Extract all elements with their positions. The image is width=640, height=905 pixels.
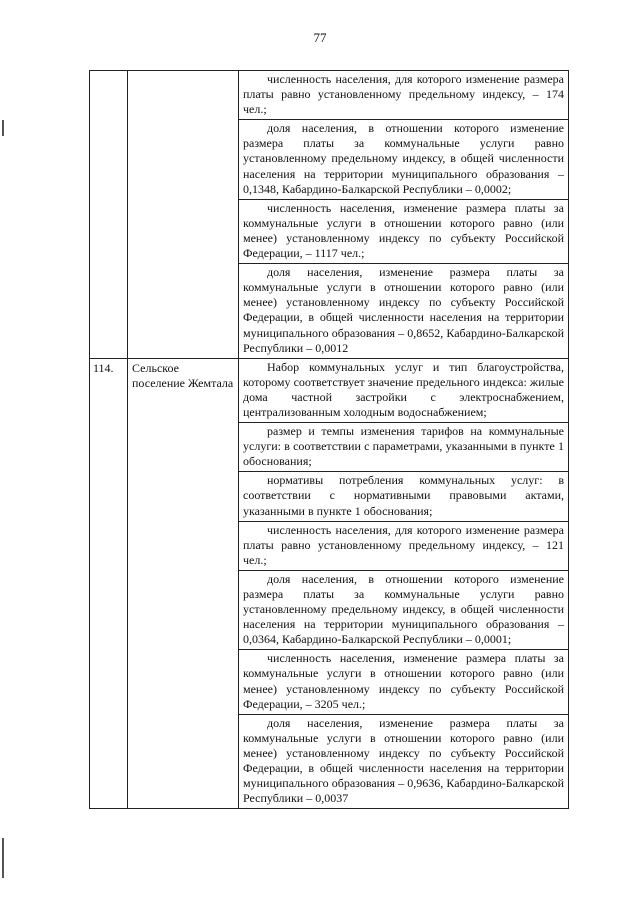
description-paragraph: доля населения, в отношении которого изменение размера платы за коммунальные услуги равно установленному предельному индексу, в общей численности населения на территории муниципального образования – 0,1348, Кабардино-Балкарской Республики – 0,0002; [239, 119, 568, 198]
description-paragraph: размер и темпы изменения тарифов на коммунальные услуги: в соответствии с параметрами, указанными в пункте 1 обоснования; [239, 422, 568, 471]
scan-edge-mark [2, 120, 4, 136]
table-row [90, 71, 569, 359]
row-number: 114. [90, 358, 128, 809]
municipal-index-table [89, 70, 569, 809]
description-paragraph: нормативы потребления коммунальных услуг: в соответствии с нормативными правовыми актами, указанными в пункте 1 обоснования; [239, 471, 568, 520]
table-body [90, 71, 569, 809]
index-description [239, 358, 569, 809]
description-paragraph: Набор коммунальных услуг и тип благоустройства, которому соответствует значение предельного индекса: жилые дома частной застройки с электроснабжением, централизованным холодным водоснабжением; [243, 359, 564, 419]
description-paragraph: численность населения, для которого изменение размера платы равно установленному предельному индексу, – 121 чел.; [239, 521, 568, 570]
municipality-name [128, 71, 239, 359]
description-paragraph: численность населения, изменение размера платы за коммунальные услуги в отношении которого равно (или менее) установленному индексу по субъекту Российской Федерации, – 1117 чел.; [239, 199, 568, 263]
index-description [239, 71, 569, 359]
description-paragraph: численность населения, для которого изменение размера платы равно установленному предельному индексу, – 174 чел.; [243, 72, 564, 117]
description-paragraph: доля населения, изменение размера платы за коммунальные услуги в отношении которого равно (или менее) установленному индексу по субъекту Российской Федерации, в общей численности населения на территории муниципального образования – 0,9636, Кабардино-Балкарской Республики – 0,0037 [239, 714, 568, 809]
table-row [90, 358, 569, 809]
municipality-name: Сельское поселение Жемтала [128, 358, 239, 809]
description-paragraph: доля населения, изменение размера платы за коммунальные услуги в отношении которого равно (или менее) установленному индексу по субъекту Российской Федерации, в общей численности населения на территории муниципального образования – 0,8652, Кабардино-Балкарской Республики – 0,0012 [239, 263, 568, 358]
description-paragraph: доля населения, в отношении которого изменение размера платы за коммунальные услуги равно установленному предельному индексу, в общей численности населения на территории муниципального образования – 0,0364, Кабардино-Балкарской Республики – 0,0001; [239, 570, 568, 649]
page-number: 77 [313, 30, 327, 45]
scan-edge-mark [2, 838, 4, 878]
description-paragraph: численность населения, изменение размера платы за коммунальные услуги в отношении которого равно (или менее) установленному индексу по субъекту Российской Федерации, – 3205 чел.; [239, 649, 568, 713]
row-number [90, 71, 128, 359]
